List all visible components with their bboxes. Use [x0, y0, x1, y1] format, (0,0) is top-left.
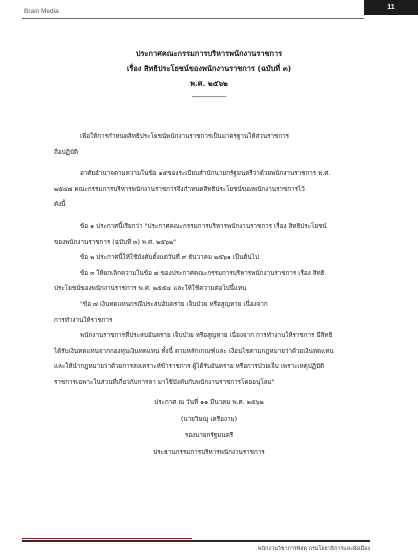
footer-accent-line — [22, 538, 192, 539]
announcement-title — [0, 46, 418, 104]
body-line: "ข้อ ๗ เงินทดแทนกรณีประสบอันตราย เจ็บป่วย หรือสูญหาย เนื่องจาก — [80, 300, 268, 308]
body-line: ถือปฏิบัติ — [54, 148, 78, 156]
body-line: ๒๕๔๗ คณะกรรมการบริหารพนักงานราชการจึงกำหนดสิทธิประโยชน์ของพนักงานราชการไว้ — [54, 185, 305, 193]
body-line: ข้อ ๑ ประกาศนี้เรียกว่า "ประกาศคณะกรรมการบริหารพนักงานราชการ เรื่อง สิทธิประโยชน์ — [80, 222, 327, 230]
title-separator: ----------------- — [191, 93, 227, 101]
body-line: ได้รับเงินทดแทนจากกองทุนเงินทดแทน ทั้งนี้ ตามหลักเกณฑ์และ เงื่อนไขตามกฎหมายว่าด้วยเงินทดแทน — [54, 347, 334, 355]
title-line-1: ประกาศคณะกรรมการบริหารพนักงานราชการ — [135, 49, 283, 58]
body-line: ดังนี้ — [54, 201, 66, 209]
signatory-name: (นายวิษณุ เครืองาม) — [180, 415, 238, 423]
footer-text: พนักงานวิชาการพัสดุ กรมโยธาธิการและผังเมือง — [257, 546, 370, 552]
footer-divider — [22, 540, 370, 542]
signature-block — [0, 395, 418, 461]
body-line: พนักงานราชการที่ประสบอันตราย เจ็บป่วย หรือสูญหาย เนื่องจาก การทำงานให้ราชการ มีสิทธิ — [80, 332, 333, 340]
header-brand: Brain Media — [24, 8, 59, 15]
body-line: การทำงานให้ราชการ — [54, 316, 113, 324]
body-line: ราชการเฉพาะในส่วนที่เกี่ยวกับการลา มาใช้บังคับกับพนักงานราชการโดยอนุโลม" — [54, 378, 275, 386]
body-line: ข้อ ๓ ให้ยกเลิกความในข้อ ๗ ของประกาศคณะกรรมการบริหารพนักงานราชการ เรื่อง สิทธิ — [80, 269, 325, 277]
title-line-3: พ.ศ. ๒๕๖๒ — [190, 79, 228, 88]
title-line-2: เรื่อง สิทธิประโยชน์ของพนักงานราชการ (ฉบับที่ ๓) — [126, 64, 292, 73]
body-line: และให้นำกฎหมายว่าด้วยการสงเคราะห์ข้าราชการ ผู้ได้รับอันตราย หรือการป่วยเจ็บ เพราะเหตุปฏิบัติ — [54, 363, 325, 371]
signatory-position: ประธานกรรมการบริหารพนักงานราชการ — [153, 448, 265, 456]
body-line: ข้อ ๒ ประกาศนี้ให้ใช้บังคับตั้งแต่วันที่ ๙ ธันวาคม ๒๕๖๑ เป็นต้นไป — [80, 254, 259, 262]
signatory-position: รองนายกรัฐมนตรี — [184, 432, 234, 439]
body-line: ของพนักงานราชการ (ฉบับที่ ๓) พ.ศ. ๒๕๖๒" — [54, 238, 177, 246]
header-divider — [22, 18, 364, 19]
body-line: ประโยชน์ของพนักงานราชการ พ.ศ. ๒๕๕๔ และให้ใช้ความต่อไปนี้แทน — [54, 285, 247, 293]
announcement-body — [54, 129, 370, 391]
announcement-date: ประกาศ ณ วันที่ ๑๑ มีนาคม พ.ศ. ๒๕๖๒ — [154, 399, 264, 406]
body-line: อาศัยอำนาจตามความในข้อ ๑๕ของระเบียบสำนักนายกรัฐมนตรีว่าด้วยพนักงานราชการ พ.ศ. — [80, 170, 331, 178]
body-line: เพื่อให้การกำหนดสิทธิประโยชน์พนักงานราชการเป็นมาตรฐานให้ส่วนราชการ — [80, 133, 290, 140]
page-number-badge: 11 — [364, 0, 418, 15]
